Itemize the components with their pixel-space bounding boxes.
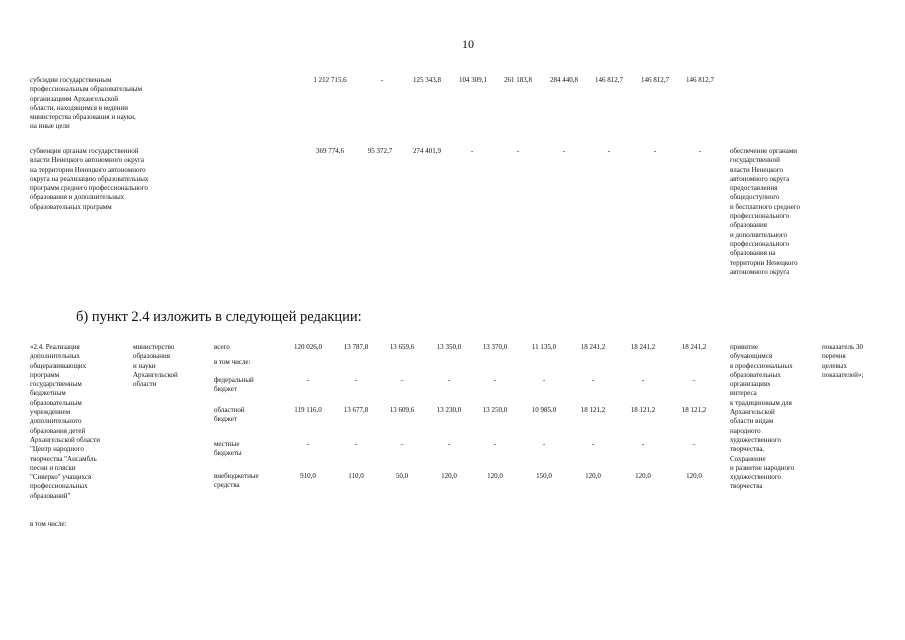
value-cell: - — [306, 440, 310, 448]
row2-value: - — [607, 147, 611, 155]
value-cell: 18 121,2 — [630, 406, 656, 414]
source-label-local: местные бюджеты — [214, 440, 242, 458]
value-cell: - — [692, 440, 696, 448]
value-cell: 13 677,8 — [343, 406, 369, 414]
source-label-federal: федеральный бюджет — [214, 376, 254, 394]
value-cell: - — [542, 440, 546, 448]
value-cell: 18 241,2 — [580, 343, 606, 351]
source-label-extrabudget: внебюджетные средства — [214, 472, 259, 490]
value-cell: 50,0 — [395, 472, 409, 480]
row1-value: 125 343,8 — [413, 76, 441, 84]
expected-result: привитие обучающимся в профессиональных образовательных организациях интереса к традиционным для Архангельской области видам народного художественного творчества. Сохранение и развитие народного художественного творчества — [730, 343, 795, 491]
source-label-including: в том числе: — [214, 358, 251, 366]
value-cell: 120,0 — [635, 472, 651, 480]
row1-value: 284 440,8 — [550, 76, 578, 84]
row1-value: 104 309,1 — [459, 76, 487, 84]
value-cell: - — [400, 376, 404, 384]
row2-result: обеспечение органами государственной власти Ненецкого автономного округа предоставления общедоступного и бесплатного среднего профессионального образования и дополнительного профессионального образования на территории Ненецкого автономного округа — [730, 147, 801, 276]
value-cell: 119 116,0 — [294, 406, 322, 414]
value-cell: 150,0 — [536, 472, 552, 480]
row1-value: 146 812,7 — [595, 76, 623, 84]
row2-value: - — [653, 147, 657, 155]
value-cell: - — [354, 440, 358, 448]
value-cell: - — [692, 376, 696, 384]
value-cell: - — [641, 376, 645, 384]
row2-value: 95 372,7 — [367, 147, 393, 155]
row1-value: 146 812,7 — [641, 76, 669, 84]
value-cell: - — [400, 440, 404, 448]
row2-value: - — [470, 147, 474, 155]
row2-value: - — [698, 147, 702, 155]
source-label-regional: областной бюджет — [214, 406, 245, 424]
value-cell: 10 985,0 — [531, 406, 557, 414]
value-cell: 18 121,2 — [681, 406, 707, 414]
value-cell: 120 026,0 — [294, 343, 322, 351]
row1-value-total: 1 212 715,6 — [313, 76, 347, 84]
row2-value: - — [562, 147, 566, 155]
row1-description: субсидии государственным профессиональным образовательным организациям Архангельской области, находящимся в ведении министерства образования и науки, на иные цели — [30, 76, 143, 131]
value-cell: 13 787,8 — [343, 343, 369, 351]
value-cell: 13 350,0 — [436, 343, 462, 351]
section-heading: б) пункт 2.4 изложить в следующей редакции: — [76, 309, 362, 325]
value-cell: - — [493, 376, 497, 384]
value-cell: - — [591, 440, 595, 448]
row2-value: 274 401,9 — [413, 147, 441, 155]
value-cell: - — [354, 376, 358, 384]
value-cell: 120,0 — [441, 472, 457, 480]
value-cell: 120,0 — [686, 472, 702, 480]
value-cell: 18 241,2 — [681, 343, 707, 351]
target-indicator: показатель 30 перечня целевых показателей»; — [822, 343, 864, 379]
value-cell: 13 370,0 — [482, 343, 508, 351]
row2-description: субвенция органам государственной власти Ненецкого автономного округа на территории Ненецкого автономного округа на реализацию образовательных программ среднего профессионального образования и дополнительных образовательных программ — [30, 147, 149, 211]
value-cell: - — [641, 440, 645, 448]
value-cell: 910,0 — [300, 472, 316, 480]
row1-value: 146 812,7 — [686, 76, 714, 84]
value-cell: 120,0 — [585, 472, 601, 480]
value-cell: 13 659,6 — [389, 343, 415, 351]
row1-value: 261 183,8 — [504, 76, 532, 84]
value-cell: 120,0 — [487, 472, 503, 480]
value-cell: 18 121,2 — [580, 406, 606, 414]
measure-name: «2.4. Реализация дополнительных общеразвивающих программ государственным бюджетным образовательным учреждением дополнительного образования детей Архангельской области "Центр народного творчества "Ансамбль песни и пляски "Сиверко" учащихся профессиональных образований" — [30, 343, 100, 500]
value-cell: - — [493, 440, 497, 448]
value-cell: 13 230,0 — [436, 406, 462, 414]
footer-including: в том числе: — [30, 520, 67, 528]
value-cell: 13 609,6 — [389, 406, 415, 414]
value-cell: 110,0 — [348, 472, 364, 480]
value-cell: - — [447, 376, 451, 384]
value-cell: 13 250,0 — [482, 406, 508, 414]
source-label-total: всего — [214, 343, 230, 351]
value-cell: 11 135,0 — [531, 343, 557, 351]
row2-value: - — [516, 147, 520, 155]
value-cell: - — [591, 376, 595, 384]
row1-value: - — [380, 76, 384, 84]
row2-value-total: 369 774,6 — [316, 147, 344, 155]
page-number: 10 — [462, 37, 474, 51]
value-cell: - — [542, 376, 546, 384]
value-cell: - — [447, 440, 451, 448]
value-cell: - — [306, 376, 310, 384]
executor: министерство образования и науки Архангельской области — [133, 343, 178, 389]
value-cell: 18 241,2 — [630, 343, 656, 351]
